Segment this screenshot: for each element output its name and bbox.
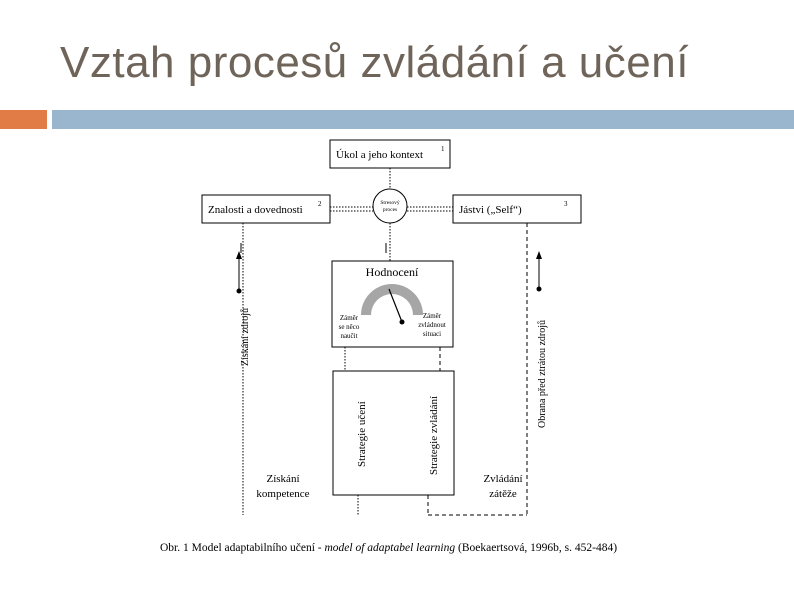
knowledge-box-sup: 2 (318, 200, 322, 208)
protect-arrow-head (536, 251, 542, 259)
caption-prefix: Obr. 1 Model adaptabilního učení - (160, 542, 325, 554)
evaluation-needle-dot (400, 320, 405, 325)
figure-caption (160, 541, 630, 555)
protect-arrow-dot (537, 287, 542, 292)
stress-process-circle (373, 189, 407, 223)
knowledge-box-label: Znalosti a dovednosti (208, 204, 303, 216)
circle-label-1: Stresový (380, 200, 400, 206)
self-box-label: Jástvi („Self“) (459, 204, 522, 216)
strategy-learning-label: Strategie učení (356, 401, 368, 467)
circle-label-2: proces (382, 207, 398, 213)
evaluation-title: Hodnocení (365, 265, 419, 279)
intent-right-3: situaci (422, 330, 442, 338)
intent-right-2: zvládnout (418, 321, 446, 329)
coping-stress-2: zátěže (489, 488, 517, 500)
task-box-sup: 1 (441, 145, 445, 153)
intent-left-1: Záměr (339, 314, 359, 322)
task-box-label: Úkol a jeho kontext (336, 149, 424, 161)
intent-left-2: se něco (338, 323, 360, 331)
self-box-sup: 3 (564, 200, 568, 208)
intent-right-1: Záměr (422, 312, 442, 320)
acquire-resources-label: Získání zdrojů (240, 307, 251, 366)
acquire-competence-2: kompetence (256, 488, 310, 500)
coping-stress-1: Zvládání (483, 473, 523, 485)
page-title: Vztah procesů zvládání a učení (60, 38, 689, 87)
protect-resources-label: Obrana před ztrátou zdrojů (537, 319, 548, 428)
acquire-competence-1: Získání (266, 473, 300, 485)
acquire-arrow-dot (237, 289, 242, 294)
caption-italic: model of adaptabel learning (324, 542, 456, 554)
strategy-coping-label: Strategie zvládání (428, 395, 440, 475)
caption-suffix: (Boekaertsová, 1996b, s. 452-484) (455, 542, 618, 554)
intent-left-3: naučit (340, 332, 358, 340)
